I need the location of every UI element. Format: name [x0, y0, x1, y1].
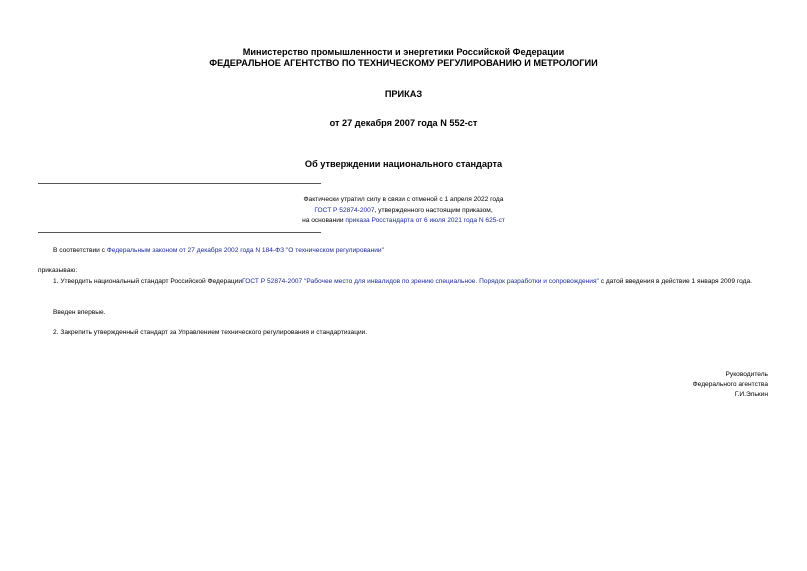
- item-1: 1. Утвердить национальный стандарт Российской ФедерацииГОСТ Р 52874-2007 "Рабочее место для инвалидов по зрению специальное. Порядок разработки и сопровождения" с датой введения в действие 1 января 2009 года.: [53, 278, 752, 285]
- signature-position: Руководитель: [725, 371, 768, 378]
- ministry-heading: Министерство промышленности и энергетики Российской Федерации: [242, 47, 565, 57]
- rosstandart-order-link[interactable]: приказа Росстандарта от 6 июля 2021 года N 625-ст: [345, 217, 505, 224]
- signature-name: Г.И.Элькин: [734, 391, 768, 398]
- notice-line-1: Фактически утратил силу в связи с отменой с 1 апреля 2022 года: [303, 196, 504, 203]
- item-2: 2. Закрепить утвержденный стандарт за Управлением технического регулирования и стандартизации.: [53, 329, 368, 336]
- date-number: от 27 декабря 2007 года N 552-ст: [329, 118, 478, 128]
- divider-top: [38, 183, 321, 184]
- document-title: Об утверждении национального стандарта: [304, 159, 503, 169]
- divider-bottom: [38, 232, 321, 233]
- order-word: приказываю:: [38, 267, 78, 274]
- preamble: В соответствии с Федеральным законом от 27 декабря 2002 года N 184-ФЗ "О техническом регулировании": [53, 247, 384, 254]
- doc-type: ПРИКАЗ: [384, 89, 423, 99]
- signature-organization: Федерального агентства: [692, 381, 768, 388]
- notice-line-3: на основании приказа Росстандарта от 6 июля 2021 года N 625-ст: [302, 217, 505, 224]
- gost-link[interactable]: ГОСТ Р 52874-2007: [314, 207, 375, 214]
- federal-law-link[interactable]: Федеральным законом от 27 декабря 2002 года N 184-ФЗ "О техническом регулировании": [106, 247, 384, 254]
- introduced-note: Введен впервые.: [53, 309, 106, 316]
- notice-line-2: ГОСТ Р 52874-2007, утвержденного настоящим приказом,: [314, 207, 493, 214]
- agency-heading: ФЕДЕРАЛЬНОЕ АГЕНТСТВО ПО ТЕХНИЧЕСКОМУ РЕГУЛИРОВАНИЮ И МЕТРОЛОГИИ: [209, 58, 598, 68]
- gost-standard-link[interactable]: ГОСТ Р 52874-2007 "Рабочее место для инвалидов по зрению специальное. Порядок разработки и сопровождения": [242, 278, 599, 285]
